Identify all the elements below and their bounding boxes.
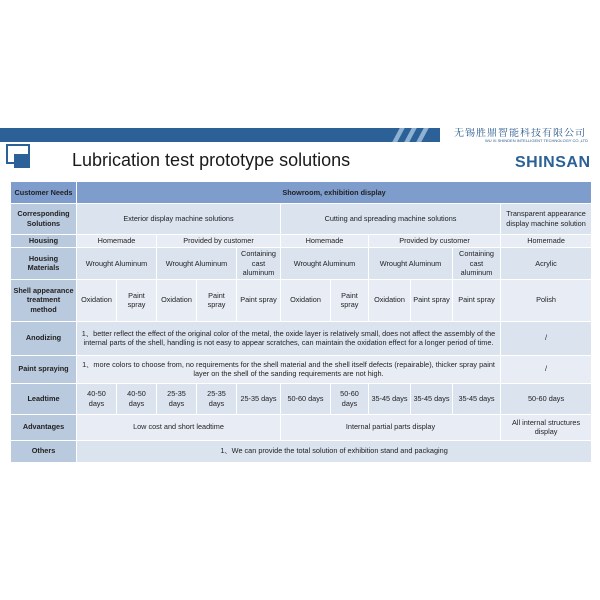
table-cell: Paint spray: [331, 279, 369, 321]
table-row: [11, 414, 592, 440]
row-header: Shell appearance treatment method: [11, 279, 77, 321]
table-cell: Wrought Aluminum: [281, 248, 369, 280]
table-cell: Low cost and short leadtime: [77, 414, 281, 440]
brand-text: SHINSAN: [515, 154, 591, 171]
brand-logo: [515, 154, 591, 172]
table-cell: Cutting and spreading machine solutions: [281, 204, 501, 235]
table-cell: Homemade: [501, 235, 592, 248]
row-header: Paint spraying: [11, 355, 77, 383]
table-cell: All internal structures display: [501, 414, 592, 440]
table-cell: Internal partial parts display: [281, 414, 501, 440]
slide: [0, 128, 600, 470]
table-cell: Paint spray: [411, 279, 453, 321]
stripe: [404, 128, 416, 142]
table-cell: Paint spray: [197, 279, 237, 321]
table-cell: Polish: [501, 279, 592, 321]
table-cell: Homemade: [77, 235, 157, 248]
solutions-table: [10, 181, 592, 463]
table-cell: Wrought Aluminum: [157, 248, 237, 280]
stripe: [392, 128, 404, 142]
table-cell: 50-60 days: [501, 383, 592, 414]
company-block: [440, 128, 600, 142]
row-header: Anodizing: [11, 321, 77, 355]
decorative-stripes: [388, 128, 438, 142]
table-cell: Exterior display machine solutions: [77, 204, 281, 235]
table-cell: 35-45 days: [453, 383, 501, 414]
table-cell: Wrought Aluminum: [369, 248, 453, 280]
stripe: [416, 128, 428, 142]
table-cell: Oxidation: [77, 279, 117, 321]
table-cell: Showroom, exhibition display: [77, 182, 592, 204]
row-header: Leadtime: [11, 383, 77, 414]
table-row: [11, 248, 592, 280]
table-cell: Containing cast aluminum: [237, 248, 281, 280]
table-cell: 25-35 days: [237, 383, 281, 414]
table-cell: 1、more colors to choose from, no requirements for the shell material and the shell itself defects (repairable), thicker spray paint layer on the shell of the sanding requirements are not high.: [77, 355, 501, 383]
table-cell: Oxidation: [369, 279, 411, 321]
table-cell: /: [501, 321, 592, 355]
row-header: Advantages: [11, 414, 77, 440]
row-header: Corresponding Solutions: [11, 204, 77, 235]
table-cell: Paint spray: [453, 279, 501, 321]
company-name-cn: 无锡胜鼎智能科技有限公司: [454, 128, 586, 139]
table-row: [11, 235, 592, 248]
table-cell: Wrought Aluminum: [77, 248, 157, 280]
company-name-en: WU XI SHINDEN INTELLIGENT TECHNOLOGY CO.,LTD: [484, 138, 588, 143]
logo-icon: [6, 144, 36, 172]
table-cell: Homemade: [281, 235, 369, 248]
table-cell: 40-50 days: [77, 383, 117, 414]
table-row: [11, 440, 592, 462]
table-cell: Paint spray: [117, 279, 157, 321]
table-row: [11, 355, 592, 383]
table-cell: Transparent appearance display machine solution: [501, 204, 592, 235]
table-row: [11, 383, 592, 414]
table-cell: Containing cast aluminum: [453, 248, 501, 280]
table-cell: 35-45 days: [411, 383, 453, 414]
row-header: Customer Needs: [11, 182, 77, 204]
page-title: Lubrication test prototype solutions: [72, 150, 351, 170]
table-cell: 25-35 days: [197, 383, 237, 414]
row-header: Others: [11, 440, 77, 462]
table-row: [11, 279, 592, 321]
table-cell: Acrylic: [501, 248, 592, 280]
table-cell: 35-45 days: [369, 383, 411, 414]
row-header: Housing Materials: [11, 248, 77, 280]
table-row: [11, 204, 592, 235]
table-cell: Provided by customer: [157, 235, 281, 248]
table-cell: Provided by customer: [369, 235, 501, 248]
table-row: [11, 182, 592, 204]
table-cell: 50-60 days: [331, 383, 369, 414]
table-cell: 25-35 days: [157, 383, 197, 414]
table-cell: 40-50 days: [117, 383, 157, 414]
table-cell: Oxidation: [157, 279, 197, 321]
table-cell: 1、better reflect the effect of the original color of the metal, the oxide layer is relatively small, does not affect the assembly of the internal parts of the shell, handling is not easy to appear scratches, can maintain the oxidation effect for a longer period of time.: [77, 321, 501, 355]
table-cell: Paint spray: [237, 279, 281, 321]
row-header: Housing: [11, 235, 77, 248]
table-cell: /: [501, 355, 592, 383]
table-cell: 50-60 days: [281, 383, 331, 414]
logo-square-fill: [14, 154, 30, 168]
table-cell: 1、We can provide the total solution of exhibition stand and packaging: [77, 440, 592, 462]
table-row: [11, 321, 592, 355]
table-cell: Oxidation: [281, 279, 331, 321]
